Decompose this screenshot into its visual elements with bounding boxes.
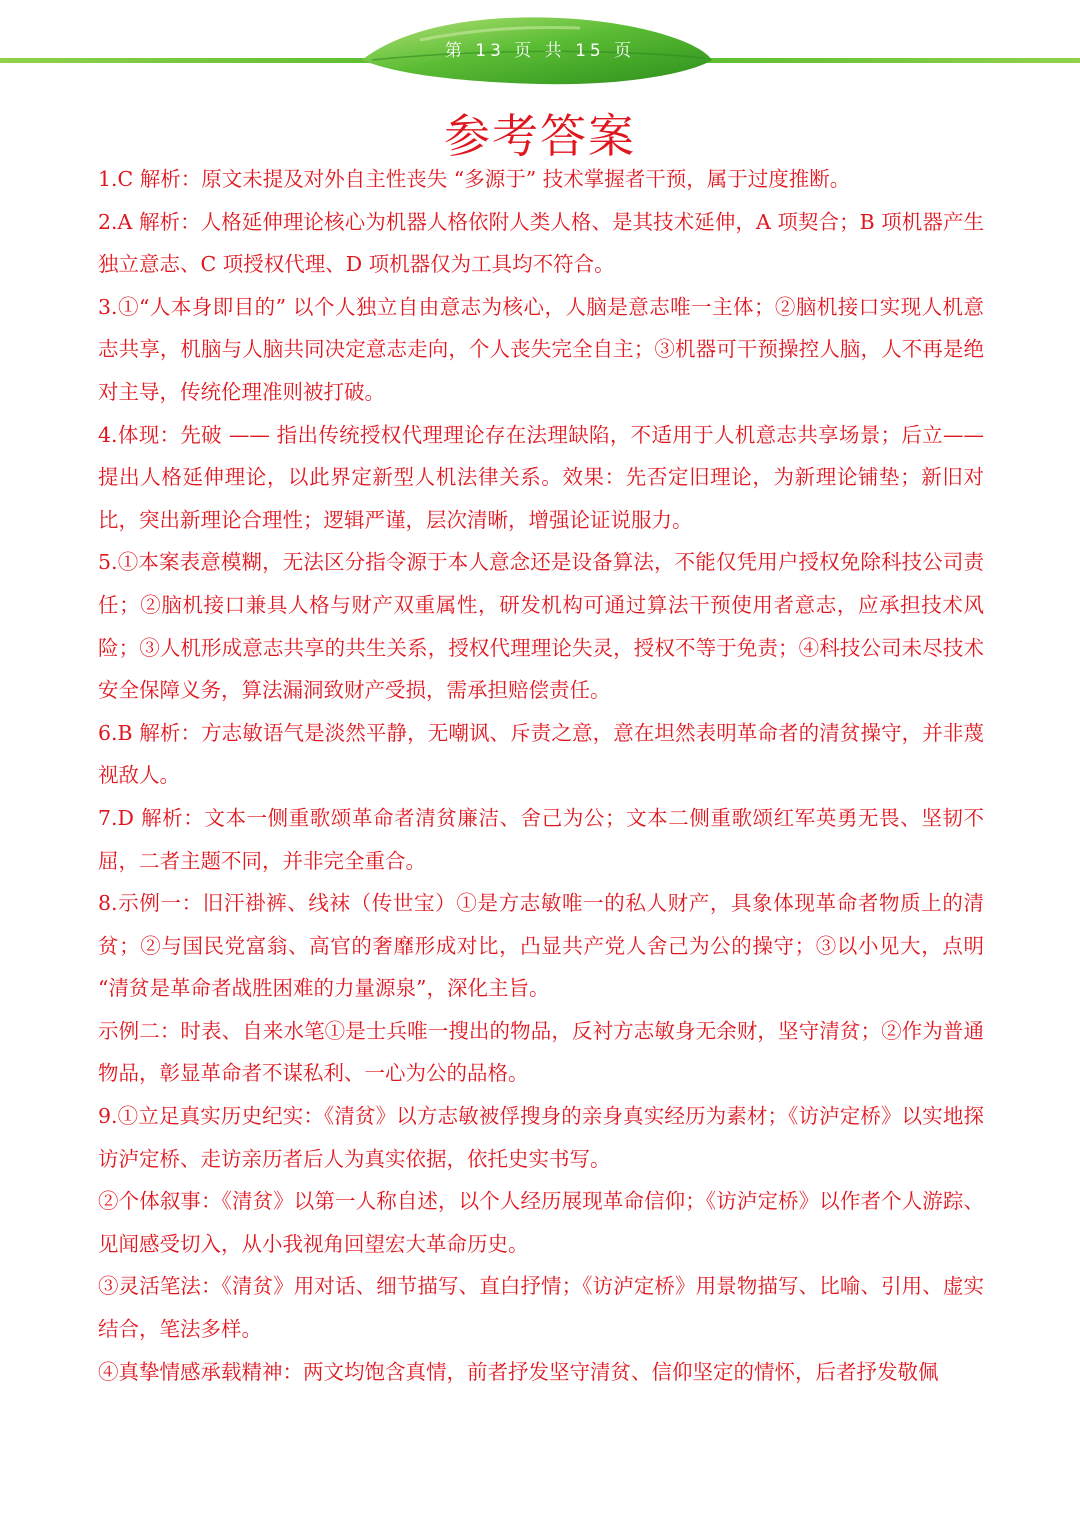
page-header bbox=[0, 0, 1080, 90]
answer-paragraph: 示例二：时表、自来水笔①是士兵唯一搜出的物品，反衬方志敏身无余财，坚守清贫；②作为普通物品，彰显革命者不谋私利、一心为公的品格。 bbox=[98, 1018, 984, 1086]
answer-paragraph: 3.①“人本身即目的” 以个人独立自由意志为核心，人脑是意志唯一主体；②脑机接口实现人机意志共享，机脑与人脑共同决定意志走向，个人丧失完全自主；③机器可干预操控人脑，人不再是绝对主导，传统伦理准则被打破。 bbox=[98, 294, 984, 404]
answer-paragraph: 2.A 解析：人格延伸理论核心为机器人格依附人类人格、是其技术延伸，A 项契合；B 项机器产生独立意志、C 项授权代理、D 项机器仅为工具均不符合。 bbox=[98, 209, 984, 277]
answer-paragraph: ④真挚情感承载精神：两文均饱含真情，前者抒发坚守清贫、信仰坚定的情怀，后者抒发敬佩 bbox=[98, 1359, 939, 1384]
answer-paragraph: 6.B 解析：方志敏语气是淡然平静，无嘲讽、斥责之意，意在坦然表明革命者的清贫操守，并非蔑视敌人。 bbox=[98, 720, 984, 788]
answer-paragraph: ③灵活笔法：《清贫》用对话、细节描写、直白抒情；《访泸定桥》用景物描写、比喻、引用、虚实结合，笔法多样。 bbox=[98, 1274, 984, 1342]
answer-paragraph: 1.C 解析：原文未提及对外自主性丧失 “多源于” 技术掌握者干预，属于过度推断。 bbox=[98, 167, 851, 191]
answer-paragraph: 5.①本案表意模糊，无法区分指令源于本人意念还是设备算法，不能仅凭用户授权免除科技公司责任；②脑机接口兼具人格与财产双重属性，研发机构可通过算法干预使用者意志，应承担技术风险；③人机形成意志共享的共生关系，授权代理理论失灵，授权不等于免责；④科技公司未尽技术安全保障义务，算法漏洞致财产受损，需承担赔偿责任。 bbox=[98, 550, 984, 703]
answer-paragraph: 7.D 解析：文本一侧重歌颂革命者清贫廉洁、舍己为公；文本二侧重歌颂红军英勇无畏、坚韧不屈，二者主题不同，并非完全重合。 bbox=[98, 805, 984, 873]
answer-paragraph: ②个体叙事：《清贫》以第一人称自述，以个人经历展现革命信仰；《访泸定桥》以作者个人游踪、见闻感受切入，从小我视角回望宏大革命历史。 bbox=[98, 1189, 984, 1256]
answer-content bbox=[98, 158, 984, 1393]
answer-paragraph: 9.①立足真实历史纪实：《清贫》以方志敏被俘搜身的亲身真实经历为素材；《访泸定桥》以实地探访泸定桥、走访亲历者后人为真实依据，依托史实书写。 bbox=[98, 1104, 984, 1171]
page-title: 参考答案 bbox=[444, 109, 636, 163]
answer-paragraph: 4.体现：先破 —— 指出传统授权代理理论存在法理缺陷，不适用于人机意志共享场景；后立—— 提出人格延伸理论，以此界定新型人机法律关系。效果：先否定旧理论，为新理论铺垫；新旧对比，突出新理论合理性；逻辑严谨，层次清晰，增强论证说服力。 bbox=[98, 422, 984, 532]
answer-paragraph: 8.示例一：旧汗褂裤、线袜（传世宝）①是方志敏唯一的私人财产，具象体现革命者物质上的清贫；②与国民党富翁、高官的奢靡形成对比，凸显共产党人舍己为公的操守；③以小见大，点明 “清贫是革命者战胜困难的力量源泉”，深化主旨。 bbox=[98, 891, 984, 1001]
page-indicator: 第 13 页 共 15 页 bbox=[444, 41, 636, 61]
